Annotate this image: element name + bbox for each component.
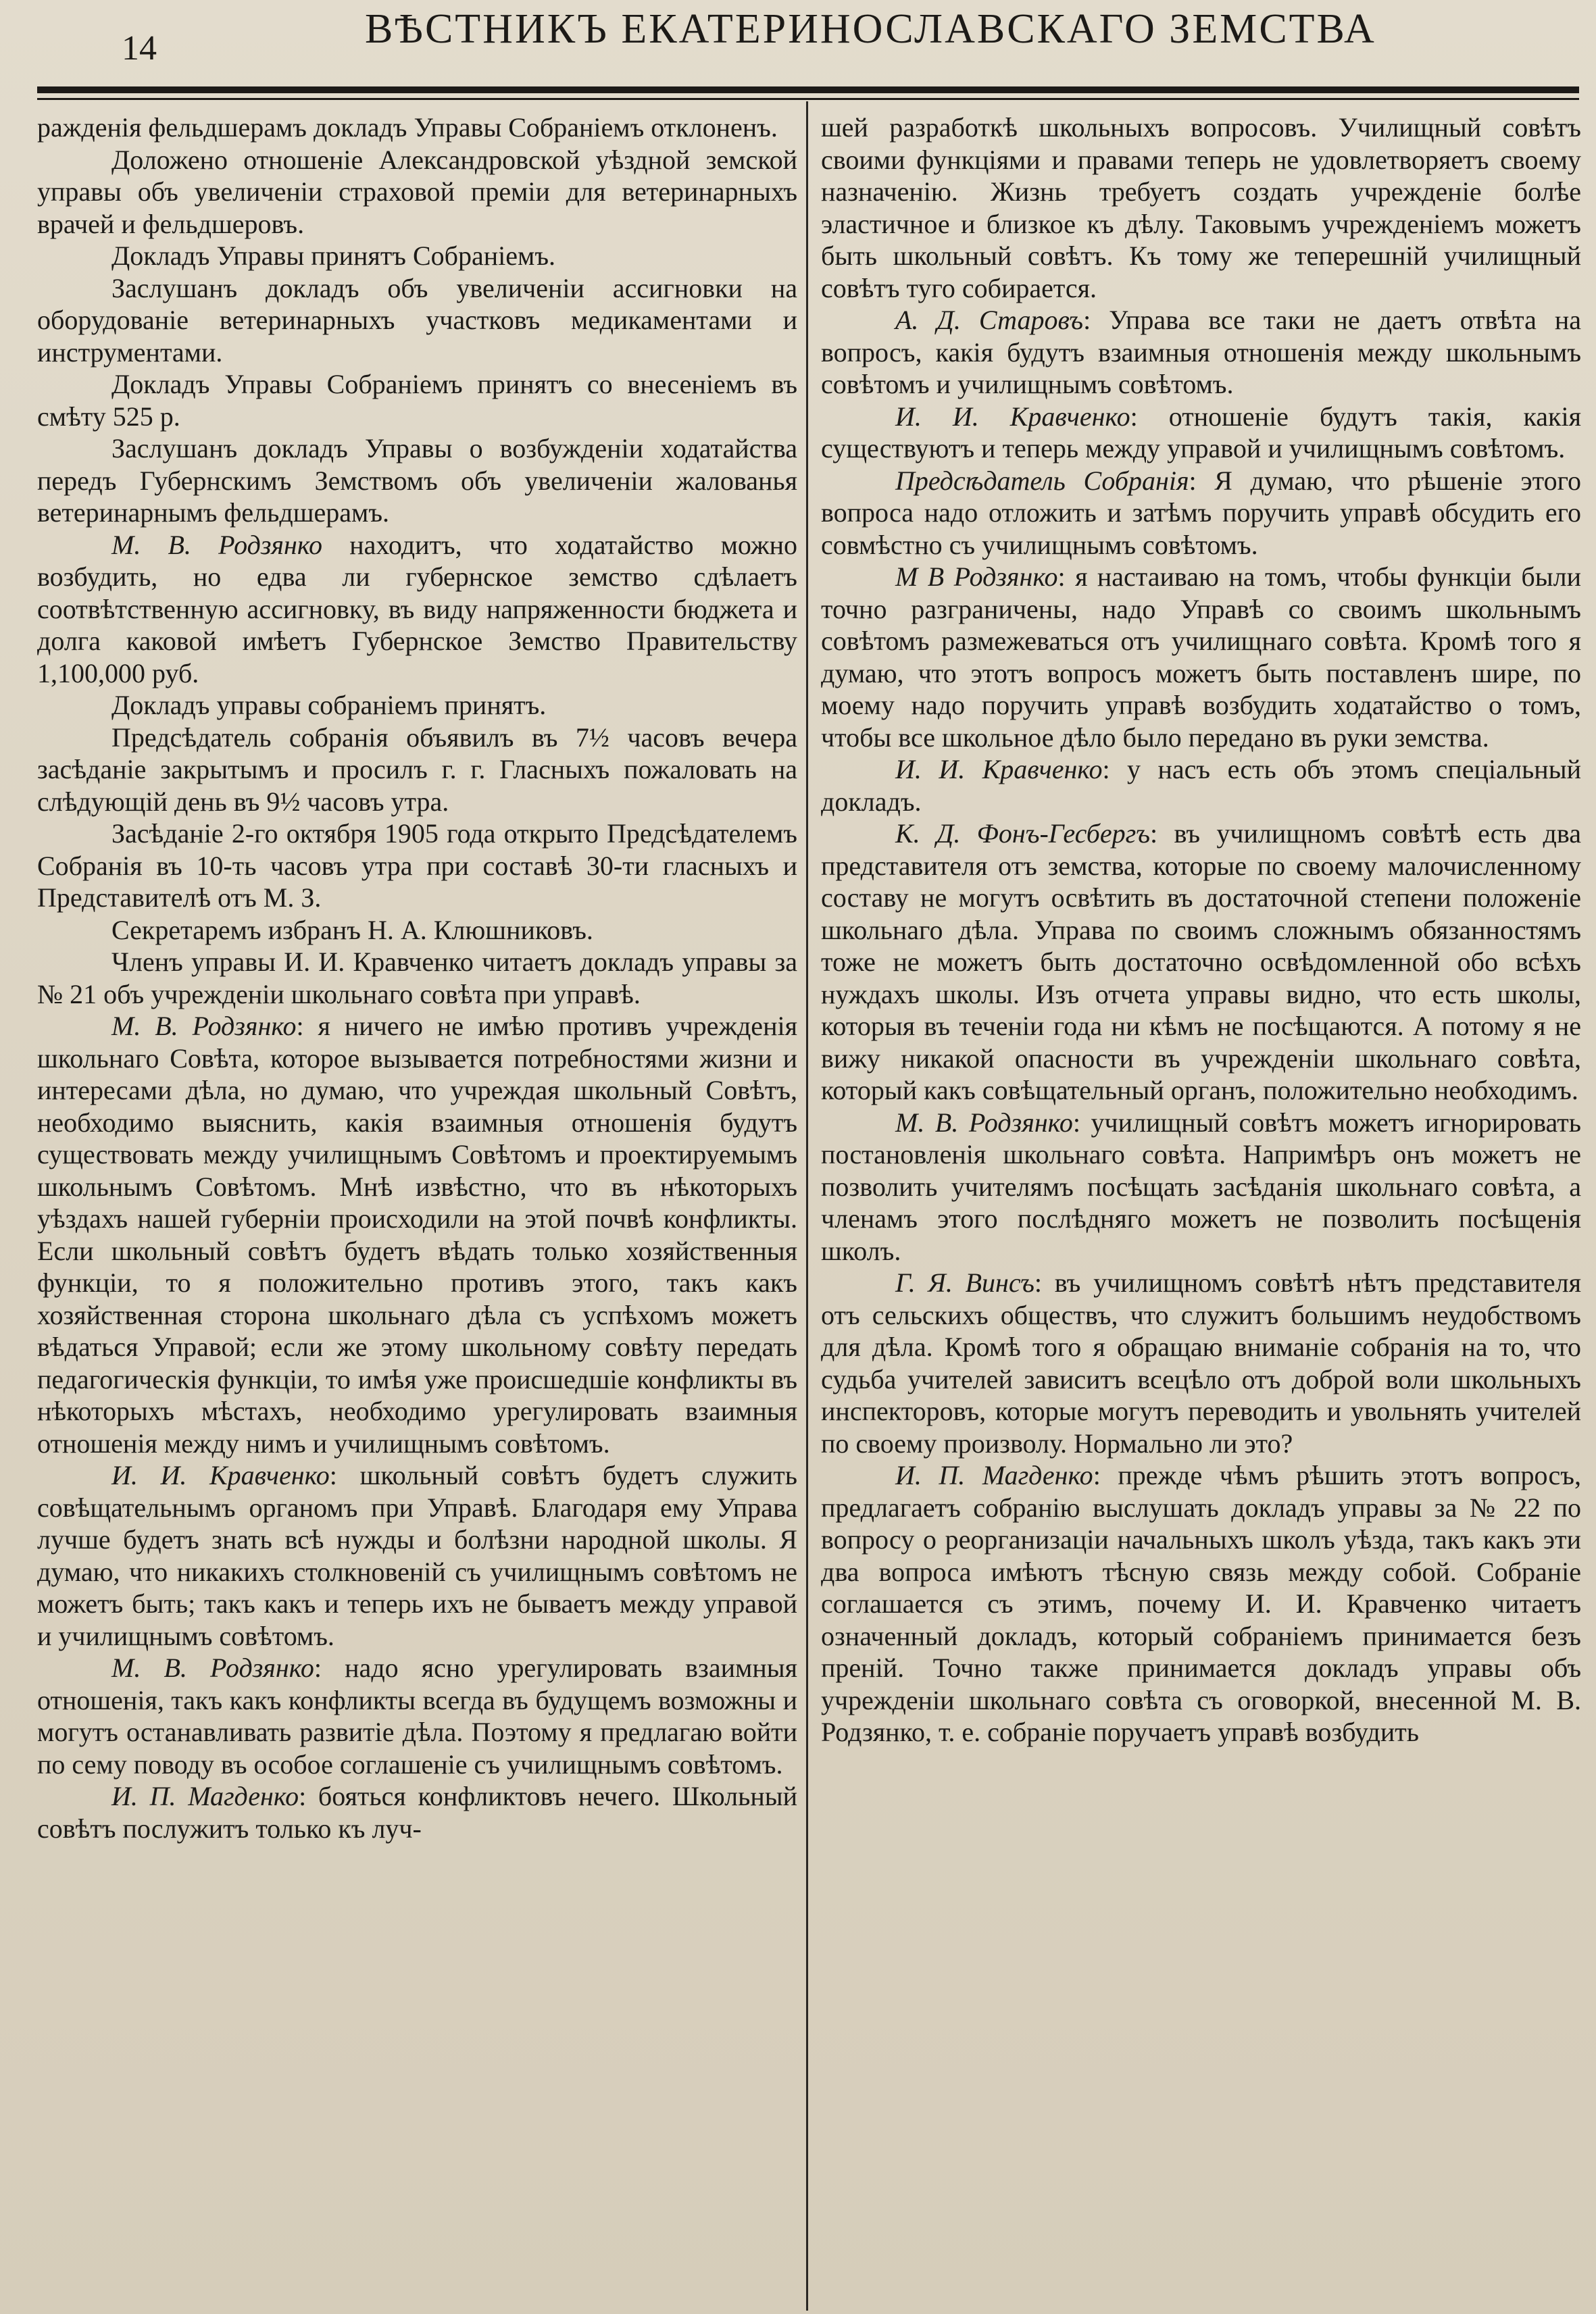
paragraph (821, 753, 1581, 818)
paragraph-text: Членъ управы И. И. Кравченко читаетъ докладъ управы за № 21 объ учрежденіи школьнаго совѣта при управѣ. (37, 947, 797, 1009)
paragraph-text: Засѣданіе 2-го октября 1905 года открыто Предсѣдателемъ Собранія въ 10-ть часовъ утра при составѣ 30-ти гласныхъ и Представителѣ отъ М. З. (37, 818, 797, 913)
paragraph (821, 111, 1581, 304)
paragraph (821, 465, 1581, 561)
paragraph-text: : прежде чѣмъ рѣшить этотъ вопросъ, предлагаетъ собранію выслушать докладъ управы за № 22 по вопросу о реорганизаціи начальныхъ школъ уѣзда, такъ какъ эти два вопроса имѣютъ тѣсную связь между собой. Собраніе соглашается съ этимъ, почему И. И. Кравченко читаетъ означенный докладъ, который собраніемъ принимается безъ преній. Точно также принимается докладъ управы объ учрежденіи школьнаго совѣта съ оговоркой, внесенной М. В. Родзянко, т. е. собраніе поручаетъ управѣ возбудить (821, 1460, 1581, 1747)
paragraph-text: Предсѣдатель собранія объявилъ въ 7½ часовъ вечера засѣданіе закрытымъ и просилъ г. г. Гласныхъ пожаловать на слѣдующій день въ 9½ часовъ утра. (37, 722, 797, 817)
paragraph (821, 561, 1581, 753)
paragraph-text: : Управа все таки не даетъ отвѣта на вопросъ, какія будутъ взаимныя отношенія между школьнымъ совѣтомъ и училищнымъ совѣтомъ. (821, 305, 1581, 399)
paragraph-text: : надо ясно урегулировать взаимныя отношенія, такъ какъ конфликты всегда въ будущемъ возможны и могутъ останавливать развитіе дѣла. Поэтому я предлагаю войти по сему поводу въ особое соглашеніе съ училищнымъ совѣтомъ. (37, 1653, 797, 1780)
paragraph (37, 1780, 797, 1844)
paragraph (37, 272, 797, 369)
paragraph (37, 240, 797, 272)
paragraph-text: : я настаиваю на томъ, чтобы функціи были точно разграничены, надо Управѣ со своимъ школьнымъ совѣтомъ размежеваться отъ училищнаго совѣта. Кромѣ того я думаю, что этотъ вопросъ можетъ быть поставленъ шире, по моему надо поручить управѣ возбудить ходатайство о томъ, чтобы все школьное дѣло было передано въ руки земства. (821, 561, 1581, 753)
speaker-name: М. В. Родзянко (111, 529, 323, 560)
running-title: ВѢСТНИКЪ ЕКАТЕРИНОСЛАВСКАГО ЗЕМСТВА (365, 6, 1376, 52)
left-column (37, 111, 797, 2307)
speaker-name: Г. Я. Винсъ (895, 1267, 1034, 1298)
speaker-name: И. П. Магденко (111, 1781, 299, 1811)
right-column (821, 111, 1581, 2307)
speaker-name: А. Д. Старовъ (895, 305, 1084, 335)
paragraph (37, 946, 797, 1010)
paragraph (37, 144, 797, 241)
paragraph-text: : отношеніе будутъ такія, какія существуютъ и теперь между управой и училищнымъ совѣтомъ. (821, 401, 1581, 463)
paragraph (821, 1267, 1581, 1459)
paragraph (821, 401, 1581, 465)
paragraph (37, 689, 797, 722)
paragraph-text: : школьный совѣтъ будетъ служить совѣщательнымъ органомъ при Управѣ. Благодаря ему Управа лучше будетъ знать всѣ нужды и болѣзни народной школы. Я думаю, что никакихъ столкновеній съ училищнымъ совѣтомъ не можетъ быть; такъ какъ и теперь ихъ не бываетъ между управой и училищнымъ совѣтомъ. (37, 1460, 797, 1651)
paragraph-text: : Я думаю, что рѣшеніе этого вопроса надо отложить и затѣмъ поручить управѣ обсудить его совмѣстно съ училищнымъ совѣтомъ. (821, 465, 1581, 560)
speaker-name: И. И. Кравченко (111, 1460, 330, 1490)
paragraph (37, 111, 797, 144)
paragraph (37, 368, 797, 432)
header-rule-thin (37, 98, 1579, 100)
paragraph-text: ражденія фельдшерамъ докладъ Управы Собраніемъ отклоненъ. (37, 112, 778, 143)
speaker-name: М. В. Родзянко (111, 1011, 297, 1041)
paragraph-text: : бояться конфликтовъ нечего. Школьный совѣтъ послужитъ только къ луч- (37, 1781, 797, 1844)
paragraph-text: Докладъ Управы Собраніемъ принятъ со внесеніемъ въ смѣту 525 р. (37, 369, 797, 432)
paragraph-text: Секретаремъ избранъ Н. А. Клюшниковъ. (111, 914, 593, 945)
header-rule-thick (37, 86, 1579, 93)
paragraph (37, 722, 797, 818)
paragraph-text: : въ училищномъ совѣтѣ есть два представителя отъ земства, которые по своему малочисленному составу не могутъ освѣтить въ достаточной степени положеніе школьнаго дѣла. Управа по своимъ сложнымъ обязанностямъ тоже не можетъ быть достаточно освѣдомленной обо всѣхъ нуждахъ школы. Изъ отчета управы видно, что есть школы, которыя въ теченіи года ни кѣмъ не посѣщаются. А потому я не вижу никакой опасности въ учрежденіи школьнаго совѣта, который какъ совѣщательный органъ, положительно необходимъ. (821, 818, 1581, 1105)
page-header (41, 0, 1555, 95)
paragraph (37, 818, 797, 914)
speaker-name: К. Д. Фонъ-Гесбергъ (895, 818, 1151, 849)
paragraph (821, 1459, 1581, 1749)
column-divider (806, 101, 808, 2311)
paragraph-text: : у насъ есть объ этомъ спеціальный докладъ. (821, 754, 1581, 817)
paragraph (37, 1652, 797, 1780)
paragraph (37, 914, 797, 947)
paragraph (821, 304, 1581, 401)
paragraph-text: : въ училищномъ совѣтѣ нѣтъ представителя отъ сельскихъ обществъ, что служитъ большимъ неудобствомъ для дѣла. Кромѣ того я обращаю вниманіе собранія на то, что судьба учителей зависитъ всецѣло отъ доброй воли школьныхъ инспекторовъ, которые могутъ переводить и увольнять учителей по своему произволу. Нормально ли это? (821, 1267, 1581, 1459)
speaker-name: М В Родзянко (895, 561, 1058, 592)
paragraph (821, 818, 1581, 1107)
paragraph-text: : училищный совѣтъ можетъ игнорировать постановленія школьнаго совѣта. Напримѣръ онъ можетъ не позволить учителямъ посѣщать засѣданія школьнаго совѣта, а членамъ этого послѣдняго можетъ не позволить посѣщенія школъ. (821, 1107, 1581, 1266)
paragraph-text: шей разработкѣ школьныхъ вопросовъ. Училищный совѣтъ своими функціями и правами теперь не удовлетворяетъ своему назначенію. Жизнь требуетъ создать учрежденіе болѣе эластичное и близкое къ дѣлу. Таковымъ учрежденіемъ можетъ быть школьный совѣтъ. Къ тому же теперешній училищный совѣтъ туго собирается. (821, 112, 1581, 303)
paragraph (37, 1459, 797, 1652)
paragraph-text: Заслушанъ докладъ объ увеличеніи ассигновки на оборудованіе ветеринарныхъ участковъ медикаментами и инструментами. (37, 272, 797, 368)
paragraph (37, 1010, 797, 1459)
speaker-name: Предсѣдатель Собранія (895, 465, 1189, 496)
speaker-name: И. И. Кравченко (895, 401, 1130, 432)
paragraph-text: Доложено отношеніе Александровской уѣздной земской управы объ увеличеніи страховой преміи для ветеринарныхъ врачей и фельдшеровъ. (37, 144, 797, 239)
paragraph-text: : я ничего не имѣю противъ учрежденія школьнаго Совѣта, которое вызывается потребностями жизни и интересами дѣла, но думаю, что учреждая школьный Совѣтъ, необходимо выяснить, какія взаимныя отношенія будутъ существовать между училищнымъ Совѣтомъ и проектируемымъ школьнымъ Совѣтомъ. Мнѣ извѣстно, что въ нѣкоторыхъ уѣздахъ нашей губерніи происходили на этой почвѣ конфликты. Если школьный совѣтъ будетъ вѣдать только хозяйственныя функціи, то я положительно противъ этого, такъ какъ хозяйственная сторона школьнаго дѣла съ успѣхомъ можетъ вѣдаться Управой; если же этому школьному совѣту передать педагогическія функціи, то имѣя уже происшедшіе конфликты въ нѣкоторыхъ мѣстахъ, необходимо урегулировать взаимныя отношенія между нимъ и училищнымъ совѣтомъ. (37, 1011, 797, 1459)
paragraph (37, 529, 797, 690)
paragraph-text: Заслушанъ докладъ Управы о возбужденіи ходатайства передъ Губернскимъ Земствомъ объ увеличеніи жалованья ветеринарнымъ фельдшерамъ. (37, 433, 797, 528)
paragraph-text: Докладъ Управы принятъ Собраніемъ. (111, 241, 556, 271)
paragraph (37, 432, 797, 529)
speaker-name: И. П. Магденко (895, 1460, 1093, 1490)
page-number: 14 (122, 29, 157, 68)
speaker-name: М. В. Родзянко (895, 1107, 1073, 1138)
speaker-name: М. В. Родзянко (111, 1653, 314, 1683)
speaker-name: И. И. Кравченко (895, 754, 1103, 784)
paragraph (821, 1107, 1581, 1267)
paragraph-text: находитъ, что ходатайство можно возбудить, но едва ли губернское земство сдѣлаетъ соотвѣтственную ассигновку, въ виду напряженности бюджета и долга каковой имѣетъ Губернское Земство Правительству 1,100,000 руб. (37, 529, 797, 688)
paragraph-text: Докладъ управы собраніемъ принятъ. (111, 690, 547, 720)
